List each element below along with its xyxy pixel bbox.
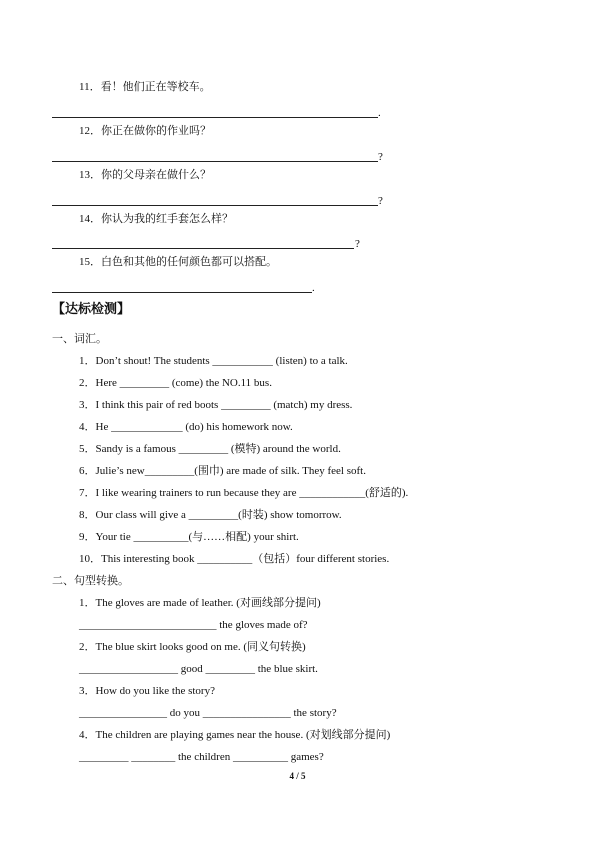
transform-question-2: 2．The blue skirt looks good on me. (同义句转换) (79, 641, 306, 653)
vocab-item-2: 2．Here _________ (come) the NO.11 bus. (79, 377, 272, 389)
answer-end-15: . (312, 282, 315, 294)
translation-prompt-11: 11．看！他们正在等校车。 (79, 81, 211, 93)
vocab-item-8: 8．Our class will give a _________(时装) show tomorrow. (79, 509, 342, 521)
answer-line-15 (52, 292, 312, 293)
translation-prompt-14: 14．你认为我的红手套怎么样？ (79, 213, 233, 225)
transform-title: 二、句型转换。 (52, 575, 129, 587)
vocab-item-4: 4．He _____________ (do) his homework now. (79, 421, 293, 433)
transform-answer-4: _________ ________ the children __________ games? (79, 751, 324, 763)
vocab-item-9: 9．Your tie __________(与……相配) your shirt. (79, 531, 299, 543)
vocab-item-6: 6．Julie’s new_________(围巾) are made of silk. They feel soft. (79, 465, 366, 477)
vocab-item-1: 1．Don’t shout! The students ___________ (listen) to a talk. (79, 355, 348, 367)
section-title: 【达标检测】 (52, 302, 131, 317)
transform-question-3: 3．How do you like the story? (79, 685, 215, 697)
answer-end-12: ? (378, 151, 383, 163)
vocab-item-7: 7．I like wearing trainers to run because they are ____________(舒适的). (79, 487, 409, 499)
answer-end-14: ? (355, 238, 360, 250)
transform-question-4: 4．The children are playing games near the house. (对划线部分提问) (79, 729, 391, 741)
translation-prompt-12: 12．你正在做你的作业吗？ (79, 125, 211, 137)
transform-answer-2: __________________ good _________ the blue skirt. (79, 663, 318, 675)
answer-line-14 (52, 248, 354, 249)
answer-line-12 (52, 161, 378, 162)
vocab-item-10: 10．This interesting book __________（包括）four different stories. (79, 553, 390, 565)
answer-end-11: . (378, 107, 381, 119)
answer-line-11 (52, 117, 378, 118)
page-number: 4 / 5 (289, 771, 306, 781)
answer-end-13: ? (378, 195, 383, 207)
vocab-item-3: 3．I think this pair of red boots _________ (match) my dress. (79, 399, 353, 411)
translation-prompt-15: 15．白色和其他的任何颜色都可以搭配。 (79, 256, 277, 268)
vocab-title: 一、词汇。 (52, 333, 107, 345)
translation-prompt-13: 13．你的父母亲在做什么？ (79, 169, 211, 181)
answer-line-13 (52, 205, 378, 206)
transform-question-1: 1．The gloves are made of leather. (对画线部分提问) (79, 597, 321, 609)
transform-answer-1: _________________________ the gloves made of? (79, 619, 308, 631)
vocab-item-5: 5．Sandy is a famous _________ (模特) around the world. (79, 443, 341, 455)
transform-answer-3: ________________ do you ________________ the story? (79, 707, 337, 719)
